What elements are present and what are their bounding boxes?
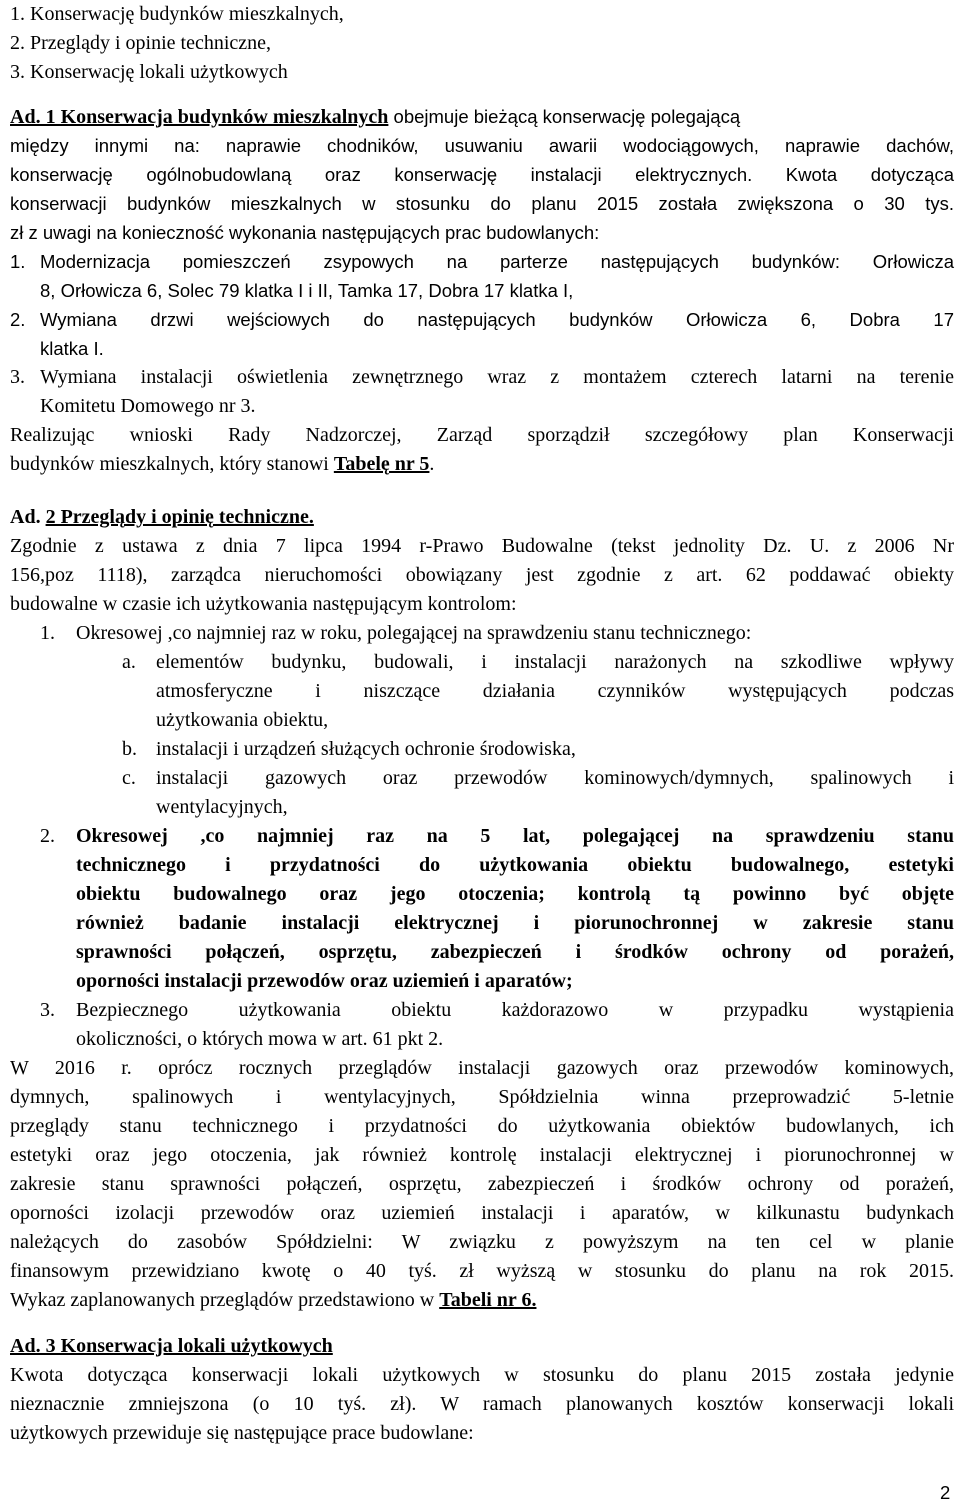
ad2-item2-text: sprawności połączeń, osprzętu, zabezpieczeń i środków ochrony od porażeń, <box>76 941 954 963</box>
ad2-item-text: okoliczności, o których mowa w art. 61 pkt 2. <box>76 1028 444 1050</box>
ad1-summary-text: budynków mieszkalnych, który stanowi <box>10 453 334 475</box>
ad2-summary-line: przeglądy stanu technicznego i przydatności do użytkowania obiektów budowlanych, ich <box>10 1115 954 1137</box>
ad1-text-line: konserwacji budynków mieszkalnych w stosunku do planu 2015 została zwiększona o 30 tys. <box>10 193 954 214</box>
ad1-item-text: Modernizacja pomieszczeń zsypowych na parterze następujących budynków: Orłowicza <box>40 251 954 272</box>
ad3-text-line: nieznacznie zmniejszona (o 10 tyś. zł). W ramach planowanych kosztów konserwacji lokali <box>10 1393 954 1415</box>
ad2-item2-text: Okresowej ,co najmniej raz na 5 lat, polegającej na sprawdzeniu stanu <box>76 825 954 847</box>
ad3-heading: Ad. 3 Konserwacja lokali użytkowych <box>10 1335 333 1357</box>
ad2-heading <box>10 503 314 532</box>
ad2-item2-text: oporności instalacji przewodów oraz uziemień i aparatów; <box>76 970 573 992</box>
ad1-item-text: Komitetu Domowego nr 3. <box>40 395 256 417</box>
ad2-summary-line <box>10 1286 536 1315</box>
ad2-subitem-text: instalacji gazowych oraz przewodów kominowych/dymnych, spalinowych i <box>156 767 954 789</box>
ad2-item-number: 1. <box>40 622 55 644</box>
ad1-text-line: konserwację ogólnobudowlaną oraz konserwację instalacji elektrycznych. Kwota dotycząca <box>10 164 954 185</box>
ad2-summary-line: oporności izolacji przewodów oraz uziemień instalacji i aparatów, w kilkunastu budynkach <box>10 1202 954 1224</box>
ad1-text: obejmuje bieżącą konserwację polegającą <box>388 106 741 127</box>
ad2-item-number: 3. <box>40 999 55 1021</box>
ad1-item-number: 1. <box>10 251 26 272</box>
intro-list-item: 1. Konserwację budynków mieszkalnych, <box>10 3 344 25</box>
ad2-item2-text: również badanie instalacji elektrycznej i piorunochronnej w zakresie stanu <box>76 912 954 934</box>
ad2-summary-line: finansowym przewidziano kwotę o 40 tyś. zł wyższą w stosunku do planu na rok 2015. <box>10 1260 954 1282</box>
ad1-item-text: klatka I. <box>40 338 104 359</box>
ad2-subitem-letter: c. <box>122 767 136 789</box>
table-5-reference: Tabelę nr 5 <box>333 453 430 475</box>
table-6-reference: Tabeli nr 6. <box>439 1289 537 1311</box>
ad1-summary-end: . <box>429 453 435 475</box>
ad2-subitem-text: atmosferyczne i niszczące działania czynników występujących podczas <box>156 680 954 702</box>
ad2-item-number: 2. <box>40 825 55 847</box>
ad3-text-line: użytkowych przewiduje się następujące prace budowlane: <box>10 1422 474 1444</box>
ad1-text-line: między innymi na: naprawie chodników, usuwaniu awarii wodociągowych, naprawie dachów, <box>10 135 954 156</box>
ad1-first-line <box>10 102 740 132</box>
ad1-item-number: 3. <box>10 366 25 388</box>
ad2-heading-title: 2 Przeglądy i opinię techniczne. <box>45 506 314 528</box>
page-number: 2 <box>940 1482 951 1503</box>
ad2-subitem-text: użytkowania obiektu, <box>156 709 329 731</box>
ad2-summary-line: zakresie stanu sprawności połączeń, osprzętu, zabezpieczeń i środków ochrony od porażeń, <box>10 1173 954 1195</box>
ad1-summary-line: Realizując wnioski Rady Nadzorczej, Zarząd sporządził szczegółowy plan Konserwacji <box>10 424 954 446</box>
ad1-item-text: 8, Orłowicza 6, Solec 79 klatka I i II, Tamka 17, Dobra 17 klatka I, <box>40 280 574 301</box>
ad2-item2-text: obiektu budowalnego oraz jego otoczenia; kontrolą tą powinno być objęte <box>76 883 954 905</box>
intro-list-item: 2. Przeglądy i opinie techniczne, <box>10 32 272 54</box>
ad2-summary-line: estetyki oraz jego otoczenia, jak również kontrolę instalacji elektrycznej i piorunochronnej w <box>10 1144 954 1166</box>
ad2-summary-text: Wykaz zaplanowanych przeglądów przedstawiono w <box>10 1289 440 1311</box>
intro-list-item: 3. Konserwację lokali użytkowych <box>10 61 288 83</box>
ad2-item-text: Okresowej ,co najmniej raz w roku, polegającej na sprawdzeniu stanu technicznego: <box>76 622 752 644</box>
ad2-summary-line: należących do zasobów Spółdzielni: W związku z powyższym na ten cel w planie <box>10 1231 954 1253</box>
ad2-text-line: Zgodnie z ustawa z dnia 7 lipca 1994 r-Prawo Budowalne (tekst jednolity Dz. U. z 2006 Nr <box>10 535 954 557</box>
ad2-subitem-text: elementów budynku, budowali, i instalacji narażonych na szkodliwe wpływy <box>156 651 954 673</box>
ad2-summary-line: dymnych, spalinowych i wentylacyjnych, Spółdzielnia winna przeprowadzić 5-letnie <box>10 1086 954 1108</box>
ad2-heading-prefix: Ad. <box>10 506 46 528</box>
ad1-item-text: Wymiana drzwi wejściowych do następujących budynków Orłowicza 6, Dobra 17 <box>40 309 954 330</box>
ad2-text-line: budowalne w czasie ich użytkowania następującym kontrolom: <box>10 593 517 615</box>
ad2-subitem-letter: b. <box>122 738 137 760</box>
ad1-summary-line <box>10 450 434 479</box>
ad2-subitem-letter: a. <box>122 651 136 673</box>
ad3-text-line: Kwota dotycząca konserwacji lokali użytkowych w stosunku do planu 2015 została jedynie <box>10 1364 954 1386</box>
ad2-item2-text: technicznego i przydatności do użytkowania obiektu budowalnego, estetyki <box>76 854 954 876</box>
ad2-subitem-text: wentylacyjnych, <box>156 796 288 818</box>
ad2-subitem-text: instalacji i urządzeń służących ochronie środowiska, <box>156 738 576 760</box>
ad1-item-number: 2. <box>10 309 26 330</box>
ad1-heading: Ad. 1 Konserwacja budynków mieszkalnych <box>10 106 389 128</box>
ad1-text-line: zł z uwagi na konieczność wykonania następujących prac budowlanych: <box>10 222 600 243</box>
ad2-summary-line: W 2016 r. oprócz rocznych przeglądów instalacji gazowych oraz przewodów kominowych, <box>10 1057 954 1079</box>
ad2-item-text: Bezpiecznego użytkowania obiektu każdorazowo w przypadku wystąpienia <box>76 999 954 1021</box>
ad1-item-text: Wymiana instalacji oświetlenia zewnętrznego wraz z montażem czterech latarni na terenie <box>40 366 954 388</box>
ad2-text-line: 156,poz 1118), zarządca nieruchomości obowiązany jest zgodnie z art. 62 poddawać obiekty <box>10 564 954 586</box>
